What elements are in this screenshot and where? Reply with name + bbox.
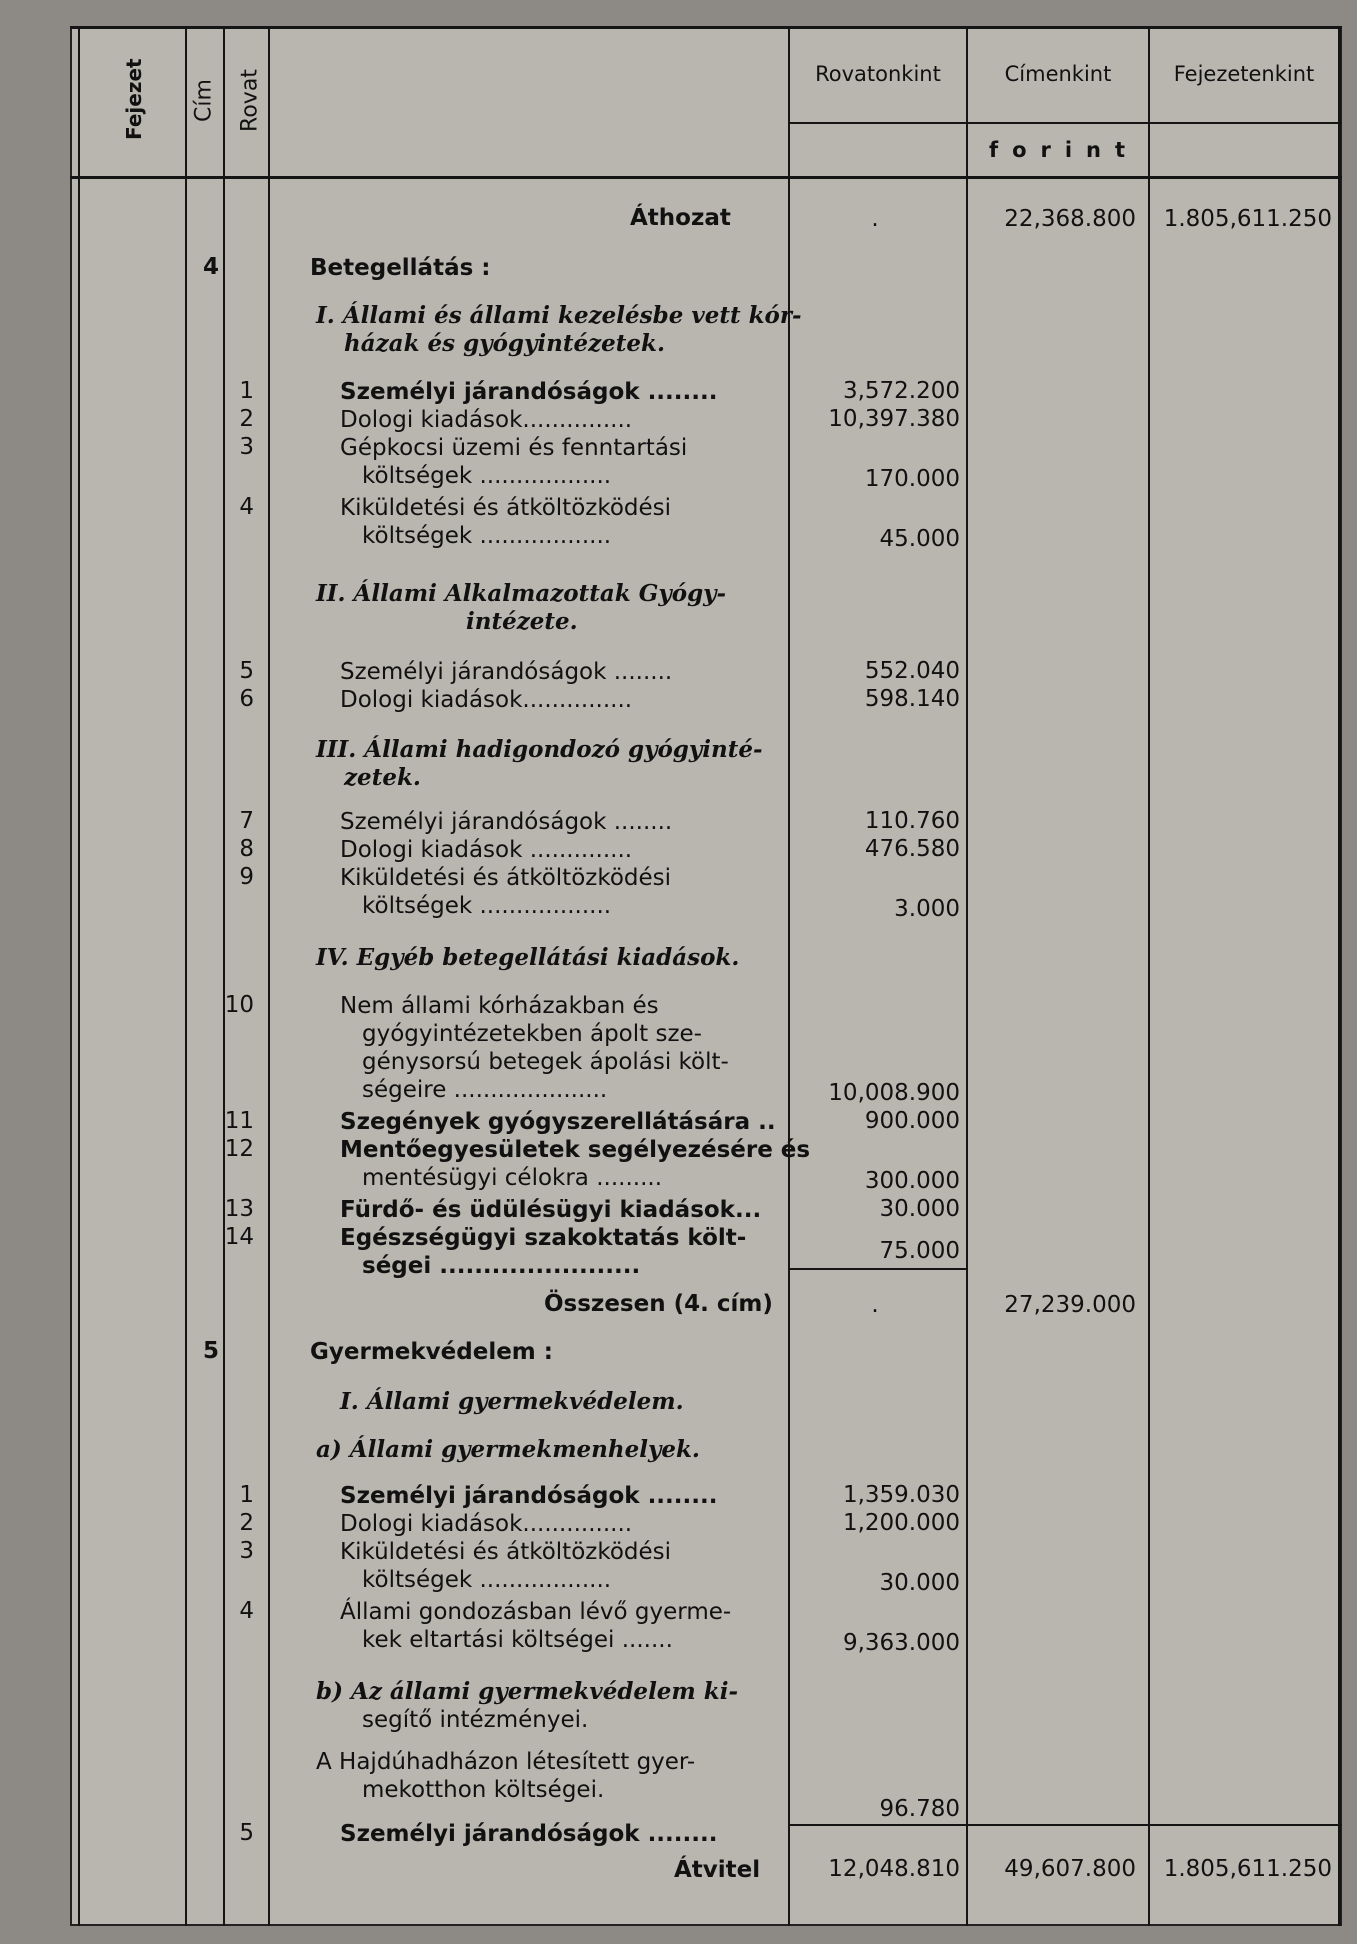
row-value: 3.000 <box>894 896 960 922</box>
section-heading: I. Állami és állami kezelésbe vett kór- <box>316 302 802 329</box>
subsection-heading-cont: segítő intézményei. <box>362 1707 589 1733</box>
row-number: 14 <box>224 1224 254 1250</box>
row-value: 10,008.900 <box>828 1080 960 1106</box>
row-number: 9 <box>239 864 254 890</box>
row-value: 170.000 <box>864 466 960 492</box>
col-rovat: Rovat <box>237 69 263 132</box>
row-number: 11 <box>224 1108 254 1134</box>
row-number: 1 <box>239 378 254 404</box>
row-value: 1,359.030 <box>842 1482 960 1508</box>
row-desc: Személyi járandóságok ........ <box>340 379 718 405</box>
row-desc: Kiküldetési és átköltözködési <box>340 495 672 521</box>
row-number: 1 <box>239 1482 254 1508</box>
carry-out-cim: 49,607.800 <box>1004 1856 1136 1882</box>
row-value: 75.000 <box>879 1238 960 1264</box>
row-desc-cont: költségek .................. <box>362 893 612 919</box>
row-desc: Kiküldetési és átköltözködési <box>340 1539 672 1565</box>
row-desc: Gépkocsi üzemi és fenntartási <box>340 435 688 461</box>
carry-in-fejezet: 1.805,611.250 <box>1163 206 1332 232</box>
row-desc: Fürdő- és üdülésügyi kiadások... <box>340 1197 762 1223</box>
section-heading-cont: házak és gyógyintézetek. <box>344 330 665 357</box>
row-desc-cont: kek eltartási költségei ....... <box>362 1627 673 1653</box>
row-desc-cont: gyógyintézetekben ápolt sze- <box>362 1021 702 1047</box>
row-desc-cont: génysorsú betegek ápolási költ- <box>362 1049 729 1075</box>
row-desc: Dologi kiadások .............. <box>340 837 633 863</box>
row-value: 110.760 <box>864 808 960 834</box>
col-cimenkint: Címenkint <box>1004 62 1112 86</box>
row-number: 12 <box>224 1136 254 1162</box>
institution-heading: A Hajdúhadházon létesített gyer- <box>316 1749 696 1775</box>
section-heading: II. Állami Alkalmazottak Gyógy- <box>316 580 727 607</box>
col-fejezet: Fejezet <box>122 58 146 140</box>
row-value: 30.000 <box>879 1570 960 1596</box>
title-number: 4 <box>202 254 219 280</box>
subtotal-cim: 27,239.000 <box>1004 1292 1136 1318</box>
row-number: 8 <box>239 836 254 862</box>
row-value: 10,397.380 <box>828 406 960 432</box>
row-desc: Dologi kiadások............... <box>340 687 633 713</box>
row-desc: Egészségügyi szakoktatás költ- <box>340 1225 747 1251</box>
row-number: 3 <box>239 1538 254 1564</box>
row-desc: Személyi járandóságok ........ <box>340 659 673 685</box>
row-desc: Személyi járandóságok ........ <box>340 809 673 835</box>
row-value: 45.000 <box>879 526 960 552</box>
institution-heading-cont: mekotthon költségei. <box>362 1777 605 1803</box>
row-number: 3 <box>239 434 254 460</box>
section-heading-cont: zetek. <box>344 764 421 791</box>
row-value: 9,363.000 <box>842 1630 960 1656</box>
row-desc: Nem állami kórházakban és <box>340 993 659 1019</box>
row-number: 10 <box>224 992 254 1018</box>
unit-forint: forint <box>988 138 1140 162</box>
carry-in-rovat: . <box>871 206 879 232</box>
carry-in-label: Áthozat <box>630 205 731 231</box>
row-desc: Mentőegyesületek segélyezésére és <box>340 1137 811 1163</box>
section-heading-cont: intézete. <box>466 608 578 635</box>
section-heading: I. Állami gyermekvédelem. <box>340 1388 684 1415</box>
row-desc: Dologi kiadások............... <box>340 1511 633 1537</box>
row-value: 3,572.200 <box>842 378 960 404</box>
row-number: 5 <box>239 1820 254 1846</box>
row-value: 1,200.000 <box>842 1510 960 1536</box>
row-desc-cont: mentésügyi célokra ......... <box>362 1165 663 1191</box>
row-value: 476.580 <box>864 836 960 862</box>
row-desc-cont: ségei ....................... <box>362 1253 641 1279</box>
row-desc: Szegények gyógyszerellátására .. <box>340 1109 776 1135</box>
row-desc: Személyi járandóságok ........ <box>340 1821 718 1847</box>
budget-page <box>70 26 1342 1926</box>
subtotal-label: Összesen (4. cím) <box>544 1291 773 1317</box>
row-value: 552.040 <box>864 658 960 684</box>
row-number: 13 <box>224 1196 254 1222</box>
row-number: 5 <box>239 658 254 684</box>
row-desc-cont: költségek .................. <box>362 523 612 549</box>
row-value: 300.000 <box>864 1168 960 1194</box>
row-number: 2 <box>239 406 254 432</box>
row-desc: Személyi járandóságok ........ <box>340 1483 718 1509</box>
title-number: 5 <box>202 1338 219 1364</box>
row-number: 4 <box>239 1598 254 1624</box>
title-heading: Gyermekvédelem : <box>310 1339 553 1365</box>
row-number: 7 <box>239 808 254 834</box>
row-desc-cont: költségek .................. <box>362 463 612 489</box>
subtotal-rovat: . <box>871 1292 879 1318</box>
carry-in-cim: 22,368.800 <box>1004 206 1136 232</box>
carry-out-fejezet: 1.805,611.250 <box>1163 1856 1332 1882</box>
row-value: 96.780 <box>879 1796 960 1822</box>
subsection-heading: a) Állami gyermekmenhelyek. <box>316 1436 700 1463</box>
row-number: 2 <box>239 1510 254 1536</box>
col-rovatonkint: Rovatonkint <box>815 62 941 86</box>
title-heading: Betegellátás : <box>310 255 491 281</box>
row-number: 6 <box>239 686 254 712</box>
row-number: 4 <box>239 494 254 520</box>
col-cim: Cím <box>191 79 217 122</box>
row-desc: Dologi kiadások............... <box>340 407 633 433</box>
row-value: 900.000 <box>864 1108 960 1134</box>
row-desc-cont: ségeire ..................... <box>362 1077 608 1103</box>
col-fejezetenkint: Fejezetenkint <box>1173 62 1315 86</box>
section-heading: III. Állami hadigondozó gyógyinté- <box>316 736 763 763</box>
row-desc: Állami gondozásban lévő gyerme- <box>340 1599 732 1625</box>
row-desc: Kiküldetési és átköltözködési <box>340 865 672 891</box>
row-value: 30.000 <box>879 1196 960 1222</box>
carry-out-rovat: 12,048.810 <box>828 1856 960 1882</box>
row-value: 598.140 <box>864 686 960 712</box>
subsection-heading: b) Az állami gyermekvédelem ki- <box>316 1678 738 1705</box>
section-heading: IV. Egyéb betegellátási kiadások. <box>316 944 740 971</box>
row-desc-cont: költségek .................. <box>362 1567 612 1593</box>
carry-out-label: Átvitel <box>674 1857 761 1883</box>
